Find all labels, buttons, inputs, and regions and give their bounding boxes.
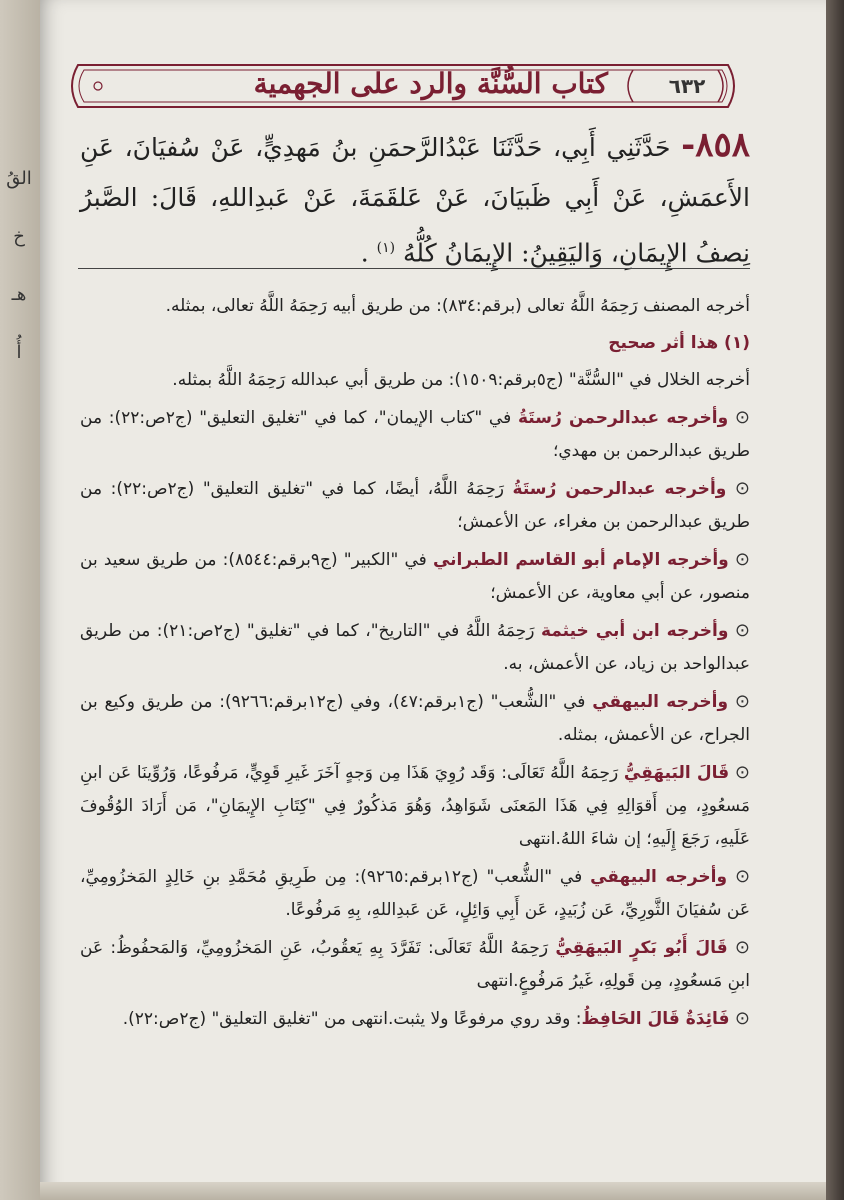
bullet-icon: ⊙ bbox=[734, 691, 750, 712]
note-paragraph bbox=[80, 472, 750, 539]
book-cover-edge bbox=[826, 0, 844, 1200]
note-line: أخرجه المصنف رَحِمَهُ اللَّهُ تعالى (برقم:٨٣٤): من طريق أبيه رَحِمَهُ اللَّهُ تعالى، بمثله. bbox=[165, 296, 750, 316]
note-paragraph bbox=[80, 614, 750, 681]
fragment: هـ bbox=[11, 284, 27, 305]
adjacent-page-edge bbox=[0, 0, 40, 1200]
note-text: رَحِمَهُ اللَّهُ تَعَالَى: تَفَرَّدَ بِهِ يَعقُوبُ، عَنِ المَخزُومِيِّ، وَالمَحفُوظُ: عَن ابنِ مَسعُودٍ، مِن قَولِهِ، غَيرُ مَرفُوعٍ.انتهى bbox=[80, 938, 750, 991]
note-paragraph bbox=[80, 756, 750, 856]
note-text: في "كتاب الإيمان"، كما في "تغليق التعليق" (ج٢ص:٢٢): من طريق عبدالرحمن بن مهدي؛ bbox=[80, 408, 750, 461]
note-paragraph bbox=[80, 1002, 750, 1036]
note-paragraph bbox=[80, 860, 750, 927]
narrator-name: قَالَ البَيهَقِيُّ bbox=[623, 763, 730, 783]
bullet-icon: ⊙ bbox=[734, 762, 750, 783]
bullet-icon: ⊙ bbox=[734, 478, 751, 499]
note-text: رَحِمَهُ اللَّهُ، أيضًا، كما في "تغليق التعليق" (ج٢ص:٢٢): من طريق عبدالرحمن بن مغراء، عن الأعمش؛ bbox=[80, 479, 750, 532]
bullet-icon: ⊙ bbox=[734, 549, 750, 570]
benefit-label: فَائِدَةٌ قَالَ الحَافِظُ bbox=[581, 1009, 730, 1029]
narrator-name: وأخرجه عبدالرحمن رُستَةُ bbox=[517, 408, 729, 428]
note-text: : وقد روي مرفوعًا ولا يثبت.انتهى من "تغليق التعليق" (ج٢ص:٢٢). bbox=[122, 1009, 582, 1029]
note-text: في "الكبير" (ج٩برقم:٨٥٤٤): من طريق سعيد بن منصور، عن أبي معاوية، عن الأعمش؛ bbox=[80, 550, 750, 603]
note-text: في "الشُّعب" (ج١٢برقم:٩٢٦٥): مِن طَرِيقِ مُحَمَّدِ بنِ خَالِدٍ المَخزُومِيِّ، عَن سُفيَانَ الثَّورِيِّ، عَن زُبَيدٍ، عَن أَبِي وَائِلٍ، عَن عَبدِاللهِ، بِهِ مَرفُوعًا. bbox=[80, 867, 750, 920]
page-number: ٦٣٢ bbox=[668, 74, 706, 98]
next-page-edge bbox=[40, 1182, 826, 1200]
hadith-number: ٨٥٨- bbox=[681, 125, 750, 165]
narrator-name: قَالَ أَبُو بَكرٍ البَيهَقِيُّ bbox=[555, 938, 728, 958]
narrator-name: وأخرجه الإمام أبو القاسم الطبراني bbox=[432, 550, 729, 570]
hadith-body: حَدَّثَنِي أَبِي، حَدَّثَنَا عَبْدُالرَّحمَنِ بنُ مَهدِيٍّ، عَنْ سُفيَانَ، عَنِ الأَعمَشِ، عَنْ أَبِي ظَبيَانَ، عَنْ عَلقَمَةَ، عَنْ عَبدِاللهِ، قَالَ: الصَّبرُ نِصفُ الإِيمَانِ، وَاليَقِينُ: الإِيمَانُ كُلُّهُ bbox=[80, 133, 750, 268]
note-text: رَحِمَهُ اللَّهُ في "التاريخ"، كما في "تغليق" (ج٢ص:٢١): من طريق عبدالواحد بن زياد، عن الأعمش، به. bbox=[80, 621, 750, 674]
note-paragraph bbox=[80, 401, 750, 468]
bullet-icon: ⊙ bbox=[734, 866, 751, 887]
note-text: في "الشُّعب" (ج١برقم:٤٧)، وفي (ج١٢برقم:٩٢٦٦): من طريق وكيع بن الجراح، عن الأعمش، بمثله. bbox=[80, 692, 750, 745]
footnote-marker: (١) bbox=[376, 240, 396, 256]
footnote-divider bbox=[78, 268, 750, 269]
narrator-name: وأخرجه البيهقي bbox=[592, 692, 729, 712]
fragment: أُ bbox=[16, 342, 22, 363]
note-line: أخرجه الخلال في "السُّنَّة" (ج٥برقم:١٥٠٩): من طريق أبي عبدالله رَحِمَهُ اللَّهُ بمثله. bbox=[172, 370, 750, 390]
bullet-icon: ⊙ bbox=[734, 407, 750, 428]
hadith-text bbox=[80, 120, 750, 278]
page-header bbox=[58, 57, 748, 115]
footnotes bbox=[80, 290, 750, 1040]
bullet-icon: ⊙ bbox=[734, 620, 750, 641]
fragment: خ bbox=[13, 226, 25, 247]
note-paragraph bbox=[80, 543, 750, 610]
bullet-icon: ⊙ bbox=[734, 1008, 750, 1029]
narrator-name: وأخرجه عبدالرحمن رُستَةُ bbox=[512, 479, 727, 499]
narrator-name: وأخرجه ابن أبي خيثمة bbox=[540, 621, 729, 641]
hadith-end: . bbox=[360, 238, 369, 268]
fragment: القُ bbox=[6, 168, 32, 189]
book-title: كتاب السُّنَّة والرد على الجهمية bbox=[253, 67, 608, 100]
note-paragraph bbox=[80, 931, 750, 998]
bullet-icon: ⊙ bbox=[734, 937, 751, 958]
narrator-name: وأخرجه البيهقي bbox=[590, 867, 728, 887]
adjacent-page-fragments bbox=[2, 150, 36, 382]
note-paragraph bbox=[80, 685, 750, 752]
footnote-heading: (١) هذا أثر صحيح bbox=[608, 333, 750, 353]
note-text: رَحِمَهُ اللَّهُ تَعَالَى: وَقَد رُوِيَ هَذَا مِن وَجهٍ آخَرَ غَيرِ قَوِيٍّ، مَرفُوعًا، وَرُوِّينَا عَن ابنِ مَسعُودٍ، مِن أَقوَالِهِ فِي هَذَا المَعنَى شَوَاهِدُ، وَهُوَ مَذكُورٌ فِي "كِتَابِ الإِيمَانِ"، مَن أَرَادَ الوُقُوفَ عَلَيهِ، رَجَعَ إِلَيهِ؛ إن شاءَ اللهُ.انتهى bbox=[80, 763, 750, 849]
